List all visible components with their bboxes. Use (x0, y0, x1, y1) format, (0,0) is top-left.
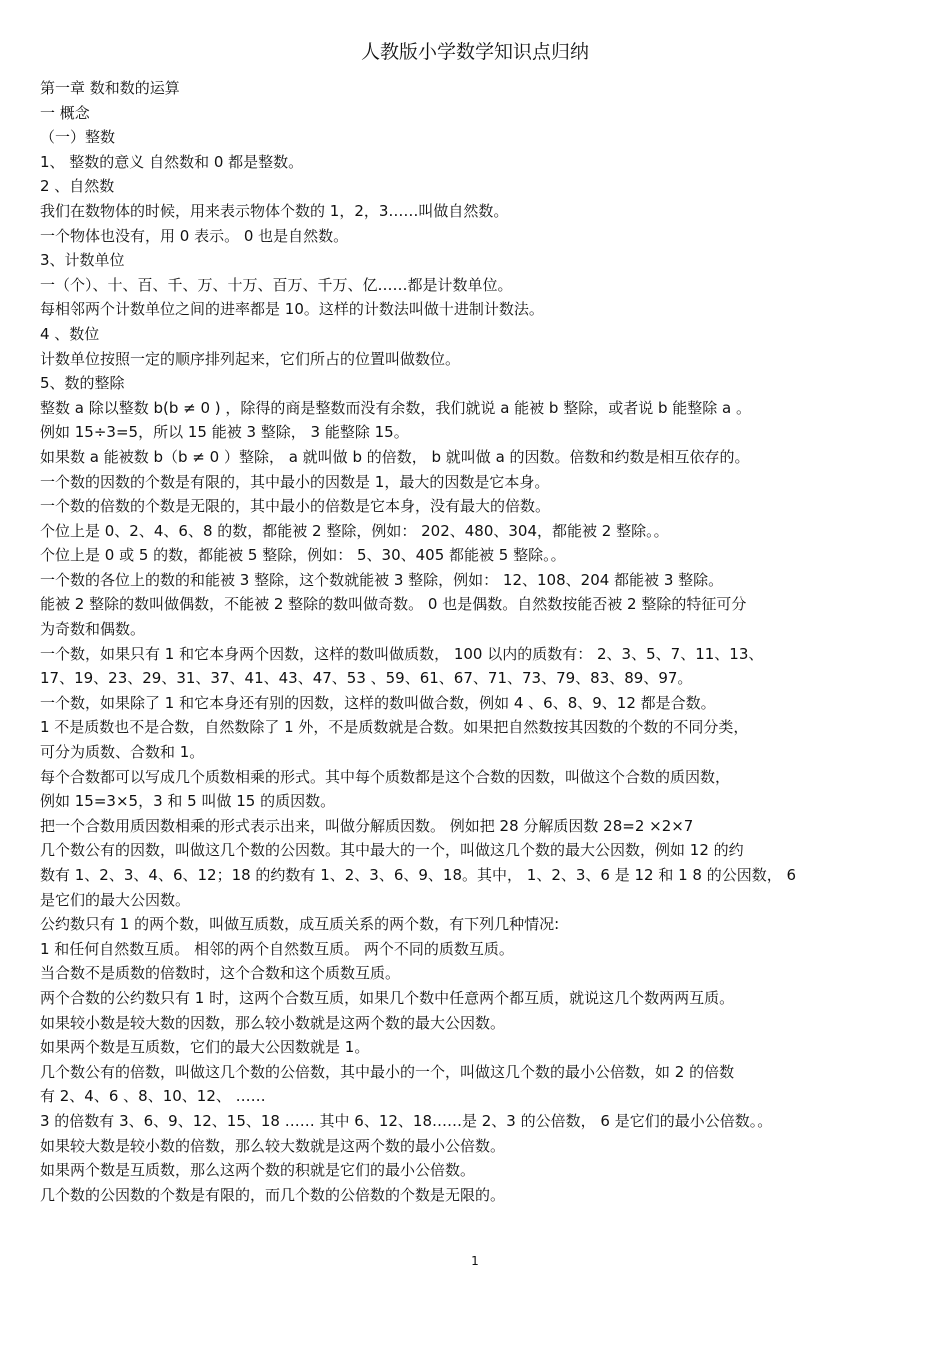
text-line: 3、计数单位 (40, 251, 125, 270)
text-line: 一个数，如果只有 1 和它本身两个因数，这样的数叫做质数， 100 以内的质数有： 2、3、5、7、11、13、 (40, 644, 764, 663)
text-line: 如果较大数是较小数的倍数，那么较大数就是这两个数的最小公倍数。 (40, 1136, 506, 1155)
text-line: 5、数的整除 (40, 374, 125, 393)
text-line: 第一章 数和数的运算 (40, 79, 180, 97)
page-number: 1 (471, 1254, 479, 1268)
text-line: 当合数不是质数的倍数时，这个合数和这个质数互质。 (40, 964, 401, 983)
text-line: 我们在数物体的时候，用来表示物体个数的 1，2，3……叫做自然数。 (40, 201, 509, 220)
text-line: 1 和任何自然数互质。 相邻的两个自然数互质。 两个不同的质数互质。 (40, 939, 514, 958)
text-line: 例如 15÷3=5，所以 15 能被 3 整除， 3 能整除 15。 (40, 423, 409, 442)
text-line: 计数单位按照一定的顺序排列起来，它们所占的位置叫做数位。 (40, 349, 461, 368)
document-body (40, 76, 920, 1207)
text-line: 1 不是质数也不是合数，自然数除了 1 外，不是质数就是合数。如果把自然数按其因数的个数的不同分类， (40, 718, 749, 737)
text-line: 一个数的因数的个数是有限的，其中最小的因数是 1，最大的因数是它本身。 (40, 472, 550, 491)
text-line: （一）整数 (40, 128, 116, 147)
text-line: 公约数只有 1 的两个数，叫做互质数，成互质关系的两个数，有下列几种情况: (40, 915, 560, 934)
text-line: 几个数公有的因数，叫做这几个数的公因数。其中最大的一个，叫做这几个数的最大公因数，例如 12 的约 (40, 841, 744, 860)
page-title: 人教版小学数学知识点归纳 (360, 41, 589, 63)
text-line: 每相邻两个计数单位之间的进率都是 10。这样的计数法叫做十进制计数法。 (40, 300, 544, 319)
text-line: 有 2、4、6 、8、10、12、 …… (40, 1087, 266, 1106)
text-line: 如果两个数是互质数，那么这两个数的积就是它们的最小公倍数。 (40, 1161, 476, 1180)
text-line: 如果数 a 能被数 b（b ≠ 0 ）整除， a 就叫做 b 的倍数， b 就叫做 a 的因数。倍数和约数是相互依存的。 (40, 447, 750, 466)
text-line: 能被 2 整除的数叫做偶数，不能被 2 整除的数叫做奇数。 0 也是偶数。自然数按能否被 2 整除的特征可分 (40, 595, 747, 614)
text-line: 如果两个数是互质数，它们的最大公因数就是 1。 (40, 1038, 370, 1057)
text-line: 一个数的各位上的数的和能被 3 整除，这个数就能被 3 整除，例如： 12、108、204 都能被 3 整除。 (40, 570, 724, 589)
text-line: 可分为质数、合数和 1。 (40, 743, 205, 762)
text-line: 1、 整数的意义 自然数和 0 都是整数。 (40, 152, 304, 171)
text-line: 为奇数和偶数。 (40, 620, 146, 639)
text-line: 2 、自然数 (40, 177, 115, 196)
text-line: 每个合数都可以写成几个质数相乘的形式。其中每个质数都是这个合数的因数，叫做这个合数的质因数， (40, 767, 731, 786)
text-line: 几个数公有的倍数，叫做这几个数的公倍数，其中最小的一个，叫做这几个数的最小公倍数，如 2 的倍数 (40, 1062, 735, 1081)
text-line: 几个数的公因数的个数是有限的，而几个数的公倍数的个数是无限的。 (40, 1185, 506, 1204)
text-line: 3 的倍数有 3、6、9、12、15、18 …… 其中 6、12、18……是 2、3 的公倍数， 6 是它们的最小公倍数。。 (40, 1111, 773, 1130)
text-line: 把一个合数用质因数相乘的形式表示出来，叫做分解质因数。 例如把 28 分解质因数 28=2 ×2×7 (40, 816, 694, 835)
text-line: 4 、数位 (40, 324, 100, 343)
text-line: 个位上是 0 或 5 的数，都能被 5 整除，例如： 5、30、405 都能被 5 整除。。 (40, 546, 566, 565)
text-line: 两个合数的公约数只有 1 时，这两个合数互质，如果几个数中任意两个都互质，就说这几个数两两互质。 (40, 988, 735, 1007)
text-line: 例如 15=3×5，3 和 5 叫做 15 的质因数。 (40, 792, 336, 811)
text-line: 17、19、23、29、31、37、41、43、47、53 、59、61、67、71、73、79、83、89、97。 (40, 669, 693, 688)
text-line: 数有 1、2、3、4、6、12；18 的约数有 1、2、3、6、9、18。其中， 1、2、3、6 是 12 和 1 8 的公因数， 6 (40, 866, 797, 884)
text-line: 是它们的最大公因数。 (40, 890, 191, 909)
text-line: 一 概念 (40, 103, 90, 122)
text-line: 个位上是 0、2、4、6、8 的数，都能被 2 整除，例如： 202、480、304，都能被 2 整除。。 (40, 521, 669, 540)
text-line: 如果较小数是较大数的因数，那么较小数就是这两个数的最大公因数。 (40, 1013, 506, 1032)
text-line: 一（个）、十、百、千、万、十万、百万、千万、亿……都是计数单位。 (40, 275, 513, 294)
text-line: 一个数，如果除了 1 和它本身还有别的因数，这样的数叫做合数，例如 4 、6、8、9、12 都是合数。 (40, 693, 716, 712)
text-line: 一个物体也没有，用 0 表示。 0 也是自然数。 (40, 226, 349, 245)
text-line: 整数 a 除以整数 b(b ≠ 0 ) ，除得的商是整数而没有余数，我们就说 a 能被 b 整除，或者说 b 能整除 a 。 (40, 398, 752, 417)
text-line: 一个数的倍数的个数是无限的，其中最小的倍数是它本身，没有最大的倍数。 (40, 497, 551, 516)
